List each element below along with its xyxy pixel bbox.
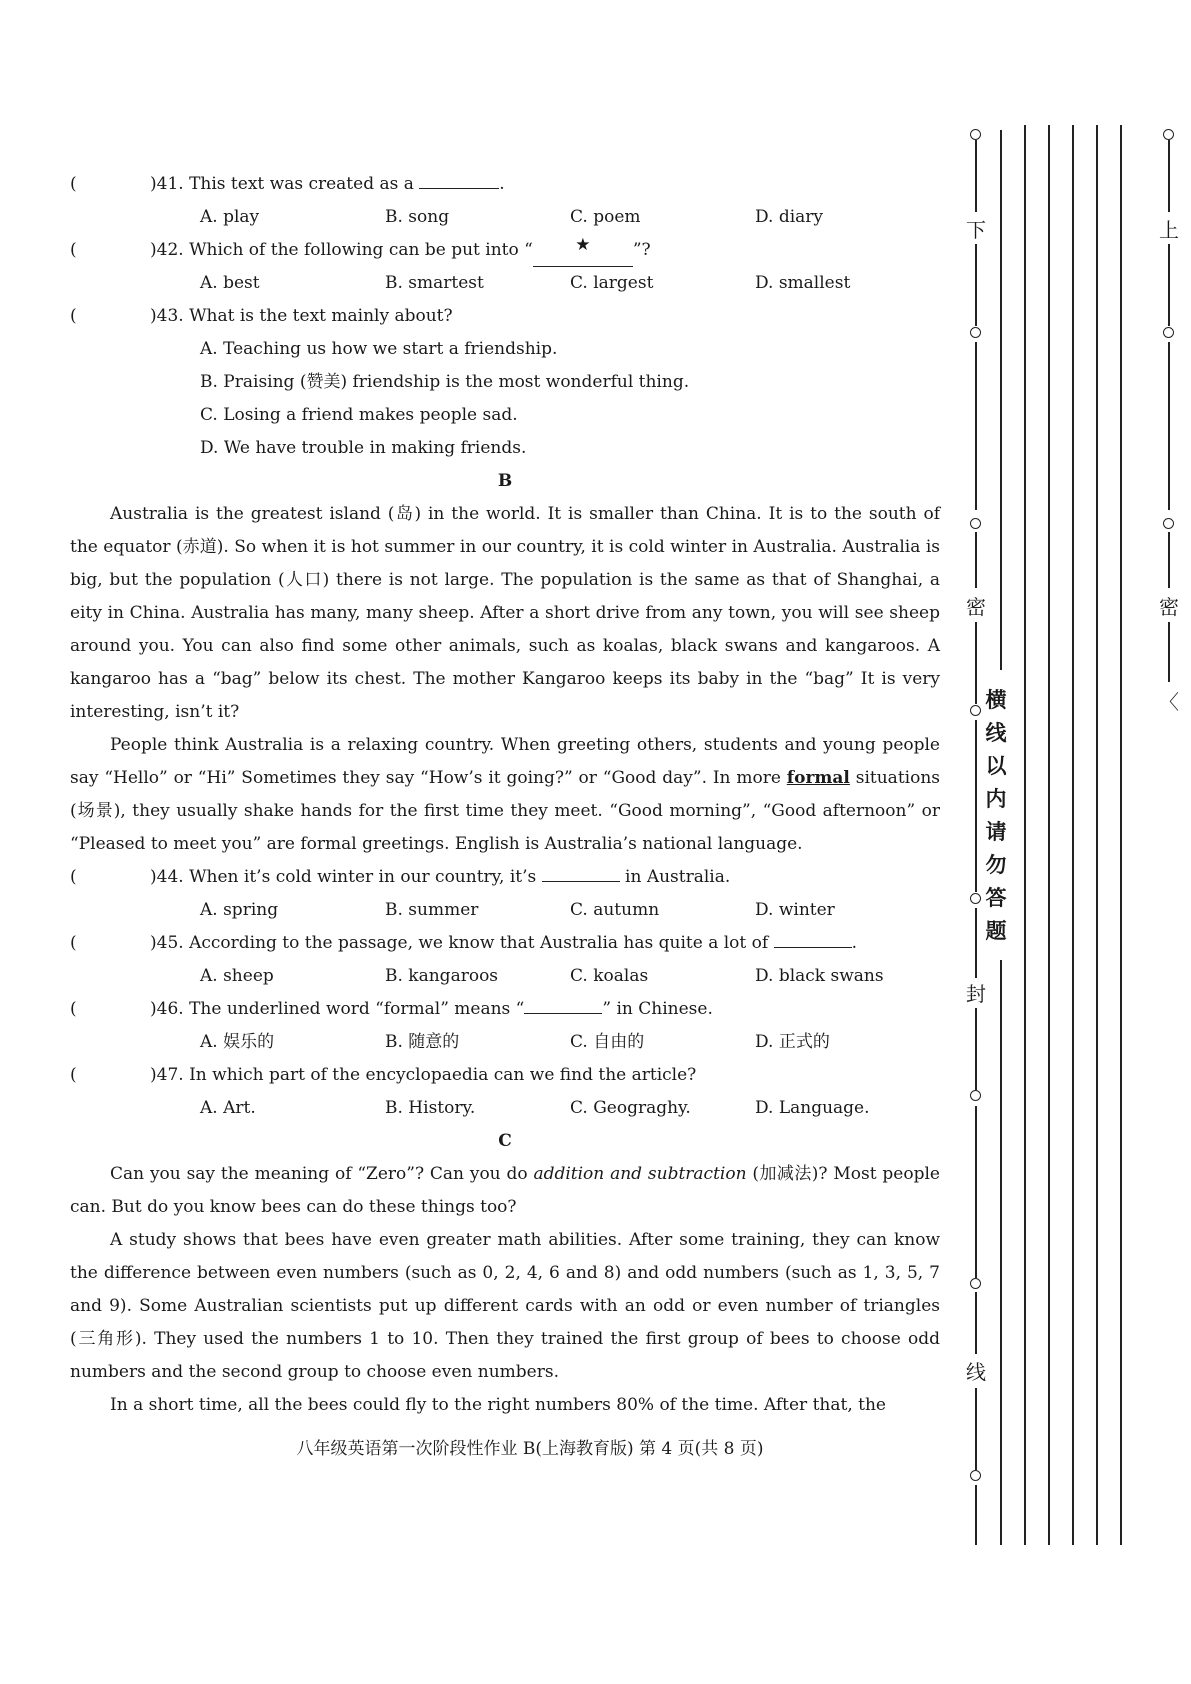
section-heading-b: B (497, 471, 513, 491)
seal-char-feng: 封 (966, 982, 986, 1006)
option-b[interactable]: B. 随意的 (385, 1032, 460, 1052)
binding-line-segment (975, 720, 977, 892)
italic-phrase: addition and subtraction (533, 1164, 747, 1184)
passage-c-paragraph-1 (70, 1158, 940, 1224)
option-b[interactable]: B. kangaroos (385, 966, 499, 986)
answer-bracket[interactable]: ( (70, 306, 77, 326)
question-stem: )45. According to the passage, we know that Australia has quite a lot of (150, 933, 769, 953)
seal-char-mi: 密 (1159, 595, 1179, 619)
option-d[interactable]: D. We have trouble in making friends. (200, 438, 527, 458)
stem-end: . (499, 174, 505, 194)
option-d[interactable]: D. Language. (755, 1098, 870, 1118)
option-c[interactable]: C. poem (570, 207, 641, 227)
passage-b-paragraph-2 (70, 729, 940, 861)
paragraph-text: Can you say the meaning of “Zero”? Can you do (110, 1164, 534, 1184)
page-footer: 八年级英语第一次阶段性作业 B(上海教育版) 第 4 页(共 8 页) (296, 1439, 764, 1459)
seal-char-xia: 下 (966, 218, 986, 242)
question-stem: )42. Which of the following can be put into “ (150, 240, 533, 260)
binding-line-segment (975, 342, 977, 510)
passage-b-paragraph-1: Australia is the greatest island (岛) in the world. It is smaller than China. It is to the south of the equator (赤道). So when it is hot summer in our country, it is cold winter in Australia. Australia is big, but the population (人口) there is not large. The population is the same as that of Shanghai, a eity in China. Australia has many, many sheep. After a short drive from any town, you will see sheep around you. You can also find some other animals, such as koalas, black swans and kangaroos. A kangaroo has a “bag” below its chest. The mother Kangaroo keeps its baby in the “bag” It is very interesting, isn’t it? (70, 504, 940, 722)
rule-line (1072, 125, 1074, 1545)
option-b[interactable]: B. song (385, 207, 450, 227)
binding-hole (1163, 129, 1174, 140)
paragraph-text: (加减法)? Most people can. But do you know bees can do these things too? (70, 1164, 940, 1217)
answer-blank[interactable] (419, 168, 499, 189)
question-41 (70, 168, 940, 201)
options-41 (70, 201, 940, 234)
binding-hole (970, 705, 981, 716)
option-c[interactable]: C. largest (570, 273, 654, 293)
question-stem: )47. In which part of the encyclopaedia can we find the article? (150, 1065, 697, 1085)
warning-char: 以 (985, 753, 1007, 778)
option-c[interactable]: C. Losing a friend makes people sad. (200, 405, 518, 425)
binding-hole (970, 1278, 981, 1289)
options-42 (70, 267, 940, 300)
warning-char: 线 (985, 720, 1007, 745)
binding-hole (970, 893, 981, 904)
binding-hole (970, 518, 981, 529)
binding-line-segment (1168, 140, 1170, 212)
binding-hole (970, 1090, 981, 1101)
question-stem: )43. What is the text mainly about? (150, 306, 453, 326)
options-47 (70, 1092, 940, 1125)
option-c[interactable]: C. autumn (570, 900, 660, 920)
seal-char-mi: 密 (966, 595, 986, 619)
section-heading-c: C (498, 1131, 512, 1151)
paragraph-text: situations (场景), they usually shake hands for the first time they meet. “Good morning”, “Good afternoon” or “Pleased to meet you” are formal greetings. English is Australia’s national language. (70, 768, 940, 854)
option-b[interactable]: B. History. (385, 1098, 476, 1118)
options-45 (70, 960, 940, 993)
answer-bracket[interactable]: ( (70, 240, 77, 260)
binding-line-segment (975, 1485, 977, 1545)
seal-char-xian: 线 (966, 1360, 986, 1384)
paragraph-text: People think Australia is a relaxing country. When greeting others, students and young people say “Hello” or “Hi” Sometimes they say “How’s it going?” or “Good day”. In more (70, 735, 940, 788)
binding-hole (970, 129, 981, 140)
rule-line (1024, 125, 1026, 1545)
options-46 (70, 1026, 940, 1059)
binding-line-segment (975, 140, 977, 212)
option-d[interactable]: D. smallest (755, 273, 851, 293)
binding-line-segment (1168, 342, 1170, 510)
warning-char: 请 (985, 819, 1007, 844)
rule-line (1120, 125, 1122, 1545)
option-c[interactable]: C. 自由的 (570, 1032, 645, 1052)
rule-line (1096, 125, 1098, 1545)
option-a[interactable]: A. sheep (200, 966, 274, 986)
warning-text (983, 683, 1009, 947)
question-42 (70, 234, 940, 267)
option-a[interactable]: A. Art. (200, 1098, 256, 1118)
warning-char: 横 (985, 687, 1007, 712)
question-45 (70, 927, 940, 960)
warning-char: 题 (985, 918, 1007, 943)
question-44 (70, 861, 940, 894)
stem-end: in Australia. (625, 867, 731, 887)
answer-bracket[interactable]: ( (70, 1065, 77, 1085)
binding-hole (1163, 518, 1174, 529)
option-c[interactable]: C. Geograghy. (570, 1098, 691, 1118)
option-d[interactable]: D. 正式的 (755, 1032, 830, 1052)
answer-bracket[interactable]: ( (70, 999, 77, 1019)
binding-line-segment (975, 908, 977, 978)
option-d[interactable]: D. diary (755, 207, 824, 227)
option-a[interactable]: A. 娱乐的 (200, 1032, 275, 1052)
option-d[interactable]: D. winter (755, 900, 835, 920)
answer-bracket[interactable]: ( (70, 867, 77, 887)
question-43 (70, 300, 940, 333)
question-47 (70, 1059, 940, 1092)
binding-hole (970, 327, 981, 338)
option-a[interactable]: A. spring (200, 900, 279, 920)
answer-blank[interactable] (542, 861, 620, 882)
binding-line-segment (975, 244, 977, 326)
warning-char: 答 (985, 885, 1007, 910)
answer-blank[interactable] (774, 927, 852, 948)
binding-hole (970, 1470, 981, 1481)
binding-line-segment (975, 1008, 977, 1090)
binding-line-segment (975, 622, 977, 704)
stem-end: ”? (632, 240, 651, 260)
seal-mark: 〈 (1159, 690, 1179, 714)
binding-line-segment (1168, 244, 1170, 326)
passage-c-paragraph-3: In a short time, all the bees could fly to the right numbers 80% of the time. After that, the (110, 1395, 886, 1415)
binding-line-segment (1168, 622, 1170, 682)
rule-line (1000, 960, 1002, 1545)
question-stem: )41. This text was created as a (150, 174, 414, 194)
passage-c-paragraph-2: A study shows that bees have even greater math abilities. After some training, they can know the difference between even numbers (such as 0, 2, 4, 6 and 8) and odd numbers (such as 1, 3, 5, 7 and 9). Some Australian scientists put up different cards with an odd or even number of triangles (三角形). They used the numbers 1 to 10. Then they trained the first group of bees to choose odd numbers and the second group to choose even numbers. (70, 1230, 940, 1382)
question-stem: )44. When it’s cold winter in our country, it’s (150, 867, 537, 887)
answer-bracket[interactable]: ( (70, 174, 77, 194)
binding-line-segment (1168, 532, 1170, 588)
option-c[interactable]: C. koalas (570, 966, 649, 986)
binding-line-segment (975, 1388, 977, 1470)
binding-line-segment (975, 532, 977, 588)
binding-line-segment (975, 1106, 977, 1278)
options-43 (70, 333, 940, 465)
stem-end: . (851, 933, 857, 953)
seal-char-shang: 上 (1159, 218, 1179, 242)
option-b[interactable]: B. smartest (385, 273, 484, 293)
exam-content (70, 168, 940, 1422)
warning-char: 勿 (985, 852, 1007, 877)
rule-line (1000, 130, 1002, 670)
option-a[interactable]: A. play (200, 207, 260, 227)
binding-hole (1163, 327, 1174, 338)
question-stem: )46. The underlined word “formal” means “ (150, 999, 525, 1019)
option-a[interactable]: A. best (200, 273, 260, 293)
option-a[interactable]: A. Teaching us how we start a friendship. (200, 339, 558, 359)
answer-blank[interactable] (524, 993, 602, 1014)
binding-line-segment (975, 1292, 977, 1354)
star-blank: ★ (533, 234, 633, 267)
option-b[interactable]: B. summer (385, 900, 479, 920)
option-b[interactable]: B. Praising (赞美) friendship is the most wonderful thing. (200, 372, 690, 392)
rule-line (1048, 125, 1050, 1545)
stem-end: ” in Chinese. (602, 999, 713, 1019)
options-44 (70, 894, 940, 927)
answer-bracket[interactable]: ( (70, 933, 77, 953)
underlined-word-formal: formal (786, 768, 850, 788)
question-46 (70, 993, 940, 1026)
option-d[interactable]: D. black swans (755, 966, 884, 986)
warning-char: 内 (985, 786, 1007, 811)
